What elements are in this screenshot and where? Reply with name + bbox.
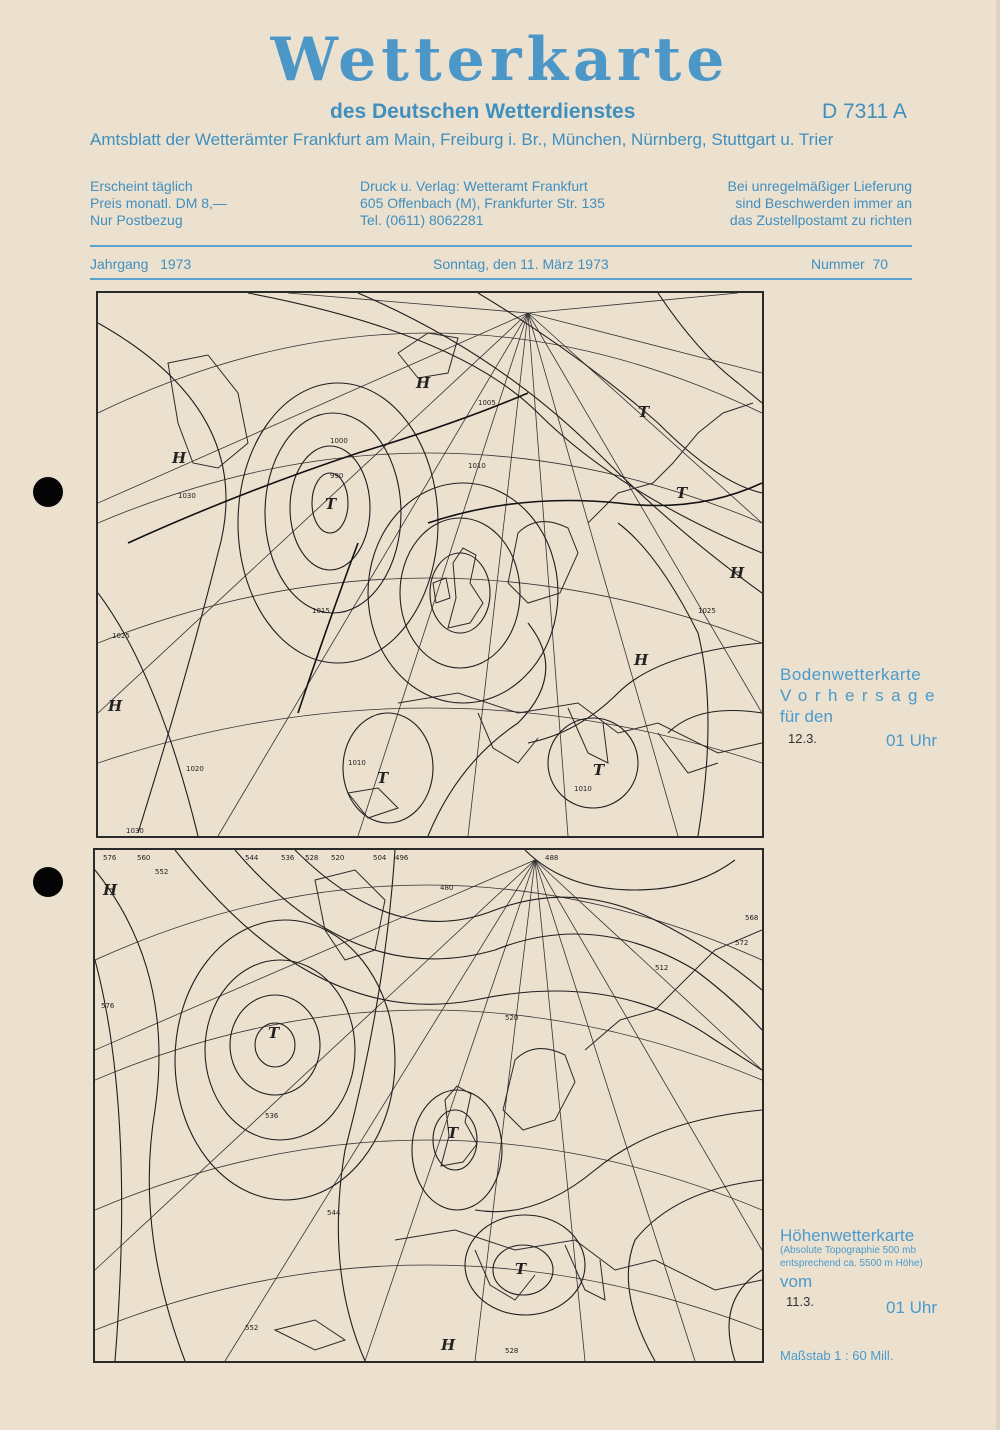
surface-map-date: 12.3.: [788, 731, 817, 746]
low-pressure-label: T: [676, 484, 688, 502]
high-pressure-label: H: [172, 449, 187, 467]
contour-value: 552: [155, 868, 169, 876]
upper-map-caption-topography: (Absolute Topographie 500 mb: [780, 1245, 917, 1256]
contour-value: 496: [395, 854, 409, 862]
newspaper-subtitle: des Deutschen Wetterdienstes: [330, 100, 636, 123]
info-line: Tel. (0611) 8062281: [360, 212, 484, 228]
surface-map-caption-forecast: Vorhersage: [780, 686, 942, 705]
low-pressure-label: T: [638, 403, 650, 421]
contour-value: 480: [440, 884, 454, 892]
header-rule-bottom: [90, 278, 912, 280]
contour-value: 536: [281, 854, 295, 862]
info-line: Bei unregelmäßiger Lieferung: [727, 178, 912, 194]
issue-number-value: 70: [872, 256, 889, 272]
newspaper-title: Wetterkarte: [270, 25, 730, 95]
issue-number: [811, 256, 888, 272]
pressure-centers: [102, 881, 528, 1354]
punch-hole-bottom: [33, 867, 63, 897]
volume: [90, 256, 191, 272]
low-pressure-label: T: [325, 495, 337, 513]
info-line: Preis monatl. DM 8,—: [90, 195, 227, 211]
info-line: Erscheint täglich: [90, 178, 193, 194]
contour-values: [101, 854, 758, 1355]
low-label: T: [515, 1260, 527, 1278]
paper-edge: [996, 0, 1000, 1430]
volume-label: Jahrgang: [90, 256, 149, 272]
contour-value: 504: [373, 854, 387, 862]
header-rule-top: [90, 245, 912, 247]
info-publisher: [360, 178, 605, 229]
punch-hole-top: [33, 477, 63, 507]
contour-value: 520: [505, 1014, 519, 1022]
contour-value: 576: [103, 854, 117, 862]
info-line: 605 Offenbach (M), Frankfurter Str. 135: [360, 195, 605, 211]
upper-map-caption-height: entsprechend ca. 5500 m Höhe): [780, 1258, 923, 1269]
info-subscription: [90, 178, 227, 229]
isobar-value: 1010: [468, 462, 486, 470]
isobar-value: 1030: [178, 492, 196, 500]
contour-value: 576: [101, 1002, 115, 1010]
volume-value: 1973: [160, 256, 192, 272]
upper-air-map: [93, 848, 764, 1363]
isobar-value: 1020: [186, 765, 204, 773]
contour-value: 528: [305, 854, 319, 862]
issue-code: D 7311 A: [822, 100, 907, 123]
high-pressure-label: H: [634, 651, 649, 669]
high-label: H: [103, 881, 118, 899]
contour-value: 520: [331, 854, 345, 862]
fronts: [128, 393, 762, 713]
isobar-value: 1010: [348, 759, 366, 767]
info-line: Druck u. Verlag: Wetteramt Frankfurt: [360, 178, 588, 194]
coastlines: [168, 333, 762, 818]
high-pressure-label: H: [416, 374, 431, 392]
info-line: das Zustellpostamt zu richten: [729, 212, 912, 228]
low-pressure-label: T: [593, 761, 605, 779]
low-pressure-label: T: [377, 769, 389, 787]
high-pressure-label: H: [730, 564, 745, 582]
contour-value: 552: [245, 1324, 259, 1332]
low-label: T: [447, 1124, 459, 1142]
isobar-value: 1005: [478, 399, 496, 407]
upper-map-caption-from: vom: [780, 1272, 813, 1291]
lat-lon-grid: [95, 860, 762, 1361]
isobar-value: 1025: [698, 607, 716, 615]
issue-date: Sonntag, den 11. März 1973: [433, 256, 609, 272]
high-pressure-label: H: [108, 697, 123, 715]
contour-value: 544: [327, 1209, 341, 1217]
upper-map-time: 01 Uhr: [886, 1298, 938, 1317]
surface-map-caption-title: Bodenwetterkarte: [780, 665, 922, 684]
contour-value: 560: [137, 854, 151, 862]
official-gazette-line: Amtsblatt der Wetterämter Frankfurt am Main, Freiburg i. Br., München, Nürnberg, Stuttgart u. Trier: [90, 130, 834, 149]
isobar-value: 1010: [574, 785, 592, 793]
map-scale: Maßstab 1 : 60 Mill.: [780, 1348, 894, 1363]
contour-value: 544: [245, 854, 259, 862]
contour-value: 488: [545, 854, 559, 862]
info-complaints: [700, 178, 912, 229]
contour-value: 528: [505, 1347, 519, 1355]
isobar-value: 1030: [126, 827, 144, 835]
upper-map-date: 11.3.: [786, 1294, 814, 1309]
contour-value: 568: [745, 914, 759, 922]
upper-air-map-drawing: [95, 850, 762, 1361]
surface-map-time: 01 Uhr: [886, 731, 938, 750]
surface-map-caption-for: für den: [780, 707, 833, 726]
isobar-value: 1000: [330, 437, 348, 445]
surface-weather-map: [96, 291, 764, 838]
isobar-value: 990: [330, 472, 344, 480]
upper-map-caption-title: Höhenwetterkarte: [780, 1226, 915, 1245]
contour-value: 512: [655, 964, 669, 972]
isobar-values: [112, 399, 716, 835]
info-line: Nur Postbezug: [90, 212, 183, 228]
low-label: T: [268, 1024, 280, 1042]
geopotential-contours: [95, 850, 762, 1361]
info-line: sind Beschwerden immer an: [735, 195, 912, 211]
contour-value: 536: [265, 1112, 279, 1120]
high-label: H: [441, 1336, 456, 1354]
issue-number-label: Nummer: [811, 256, 865, 272]
contour-value: 572: [735, 939, 749, 947]
surface-map-drawing: [98, 293, 762, 836]
isobar-value: 1015: [312, 607, 330, 615]
isobar-value: 1025: [112, 632, 130, 640]
